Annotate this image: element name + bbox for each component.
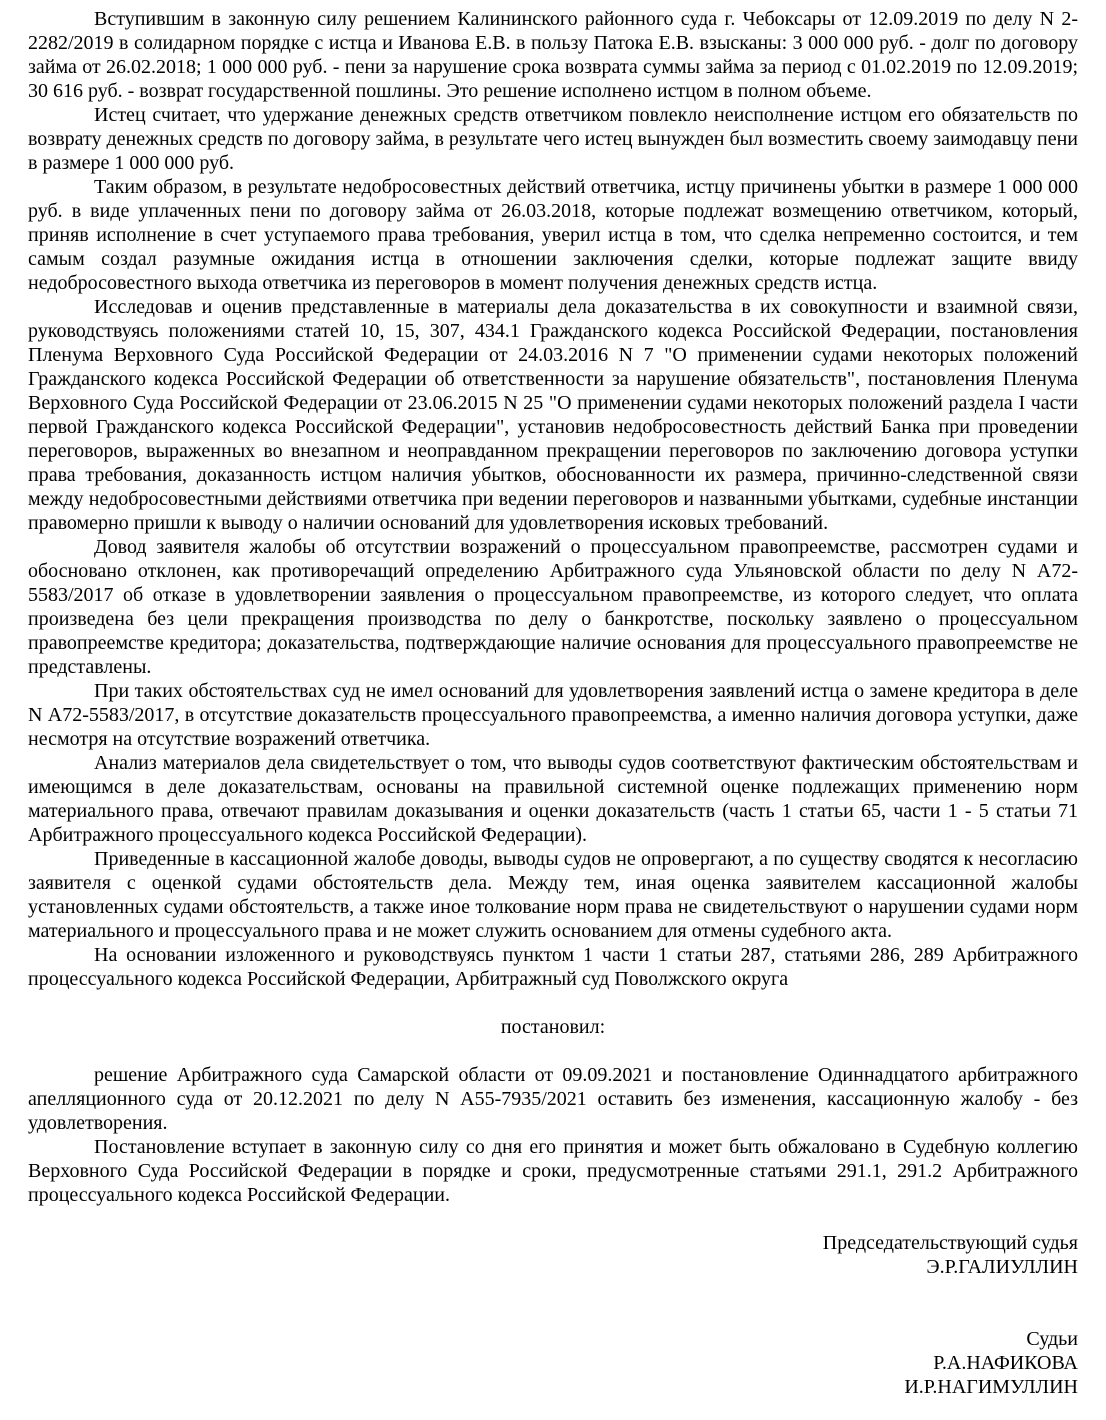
judges-label: Судьи	[1026, 1328, 1078, 1350]
judge-name: Р.А.НАФИКОВА	[933, 1352, 1078, 1374]
signature-block	[28, 1231, 1078, 1399]
resolution-word: постановил:	[500, 1016, 606, 1038]
paragraph-appeal-procedure: Постановление вступает в законную силу со дня его принятия и может быть обжаловано в Судебную коллегию Верховного Суда Российской Федерации в порядке и сроки, предусмотренные статьями 291.1, 291.2 Арбитражного процессуального кодекса Российской Федерации.	[28, 1136, 1078, 1206]
presiding-judge-label: Председательствующий судья	[822, 1232, 1078, 1254]
paragraph-prior-judgment: Вступившим в законную силу решением Калининского районного суда г. Чебоксары от 12.09.2019 по делу N 2-2282/2019 в солидарном порядке с истца и Иванова Е.В. в пользу Патока Е.В. взысканы: 3 000 000 руб. - долг по договору займа от 26.02.2018; 1 000 000 руб. - пени за нарушение срока возврата суммы займа за период с 01.02.2019 по 12.09.2019; 30 616 руб. - возврат государственной пошлины. Это решение исполнено истцом в полном объеме.	[28, 8, 1078, 102]
presiding-judge-name: Э.Р.ГАЛИУЛЛИН	[926, 1256, 1078, 1278]
paragraph-creditor-replacement: При таких обстоятельствах суд не имел оснований для удовлетворения заявлений истца о замене кредитора в деле N А72-5583/2017, в отсутствие доказательств процессуального правопреемства, а именно наличия договора уступки, даже несмотря на отсутствие возражений ответчика.	[28, 680, 1078, 750]
paragraph-succession-argument: Довод заявителя жалобы об отсутствии возражений о процессуальном правопреемстве, рассмотрен судами и обосновано отклонен, как противоречащий определению Арбитражного суда Ульяновской области по делу N А72-5583/2017 об отказе в удовлетворении заявления о процессуальном правопреемстве, из которого следует, что оплата произведена без цели прекращения производства по делу о банкротстве, поскольку заявлено о процессуальном правопреемстве кредитора; доказательства, подтверждающие наличие основания для процессуального правопреемстве не представлены.	[28, 536, 1078, 678]
paragraph-losses-claim: Таким образом, в результате недобросовестных действий ответчика, истцу причинены убытки в размере 1 000 000 руб. в виде уплаченных пени по договору займа от 26.03.2018, которые подлежат возмещению ответчиком, который, приняв исполнение в счет уступаемого права требования, уверил истца в том, что сделка непременно состоится, и тем самым создал разумные ожидания истца в отношении заключения сделки, которые подлежат защите ввиду недобросовестного выхода ответчика из переговоров в момент получения денежных средств истца.	[28, 176, 1078, 294]
paragraph-ruling: решение Арбитражного суда Самарской области от 09.09.2021 и постановление Одиннадцатого арбитражного апелляционного суда от 20.12.2021 по делу N А55-7935/2021 оставить без изменения, кассационную жалобу - без удовлетворения.	[28, 1064, 1078, 1134]
paragraph-plaintiff-position: Истец считает, что удержание денежных средств ответчиком повлекло неисполнение истцом его обязательств по возврату денежных средств по договору займа, в результате чего истец вынужден был возместить своему заимодавцу пени в размере 1 000 000 руб.	[28, 104, 1078, 174]
paragraph-legal-basis: На основании изложенного и руководствуясь пунктом 1 части 1 статьи 287, статьями 286, 289 Арбитражного процессуального кодекса Российской Федерации, Арбитражный суд Поволжского округа	[28, 944, 1078, 990]
judge-name: И.Р.НАГИМУЛЛИН	[904, 1376, 1078, 1398]
paragraph-cassation-arguments: Приведенные в кассационной жалобе доводы, выводы судов не опровергают, а по существу сводятся к несогласию заявителя с оценкой судами обстоятельств дела. Между тем, иная оценка заявителем кассационной жалобы установленных судами обстоятельств, а также иное толкование норм права не свидетельствуют о нарушении судами норм материального и процессуального права и не может служить основанием для отмены судебного акта.	[28, 848, 1078, 942]
paragraph-evidence-assessment: Исследовав и оценив представленные в материалы дела доказательства в их совокупности и взаимной связи, руководствуясь положениями статей 10, 15, 307, 434.1 Гражданского кодекса Российской Федерации, постановления Пленума Верховного Суда Российской Федерации от 24.03.2016 N 7 "О применении судами некоторых положений Гражданского кодекса Российской Федерации об ответственности за нарушение обязательств", постановления Пленума Верховного Суда Российской Федерации от 23.06.2015 N 25 "О применении судами некоторых положений раздела I части первой Гражданского кодекса Российской Федерации", установив недобросовестность действий Банка при проведении переговоров, выраженных во внезапном и неоправданном прекращении переговоров по заключению договора уступки права требования, доказанность истцом наличия убытков, обоснованности их размера, причинно-следственной связи между недобросовестными действиями ответчика при ведении переговоров и названными убытками, судебные инстанции правомерно пришли к выводу о наличии оснований для удовлетворения исковых требований.	[28, 296, 1078, 534]
paragraph-case-analysis: Анализ материалов дела свидетельствует о том, что выводы судов соответствуют фактическим обстоятельствам и имеющимся в деле доказательствам, основаны на правильной системной оценке подлежащих применению норм материального права, отвечают правилам доказывания и оценки доказательств (часть 1 статьи 65, части 1 - 5 статьи 71 Арбитражного процессуального кодекса Российской Федерации).	[28, 752, 1078, 846]
